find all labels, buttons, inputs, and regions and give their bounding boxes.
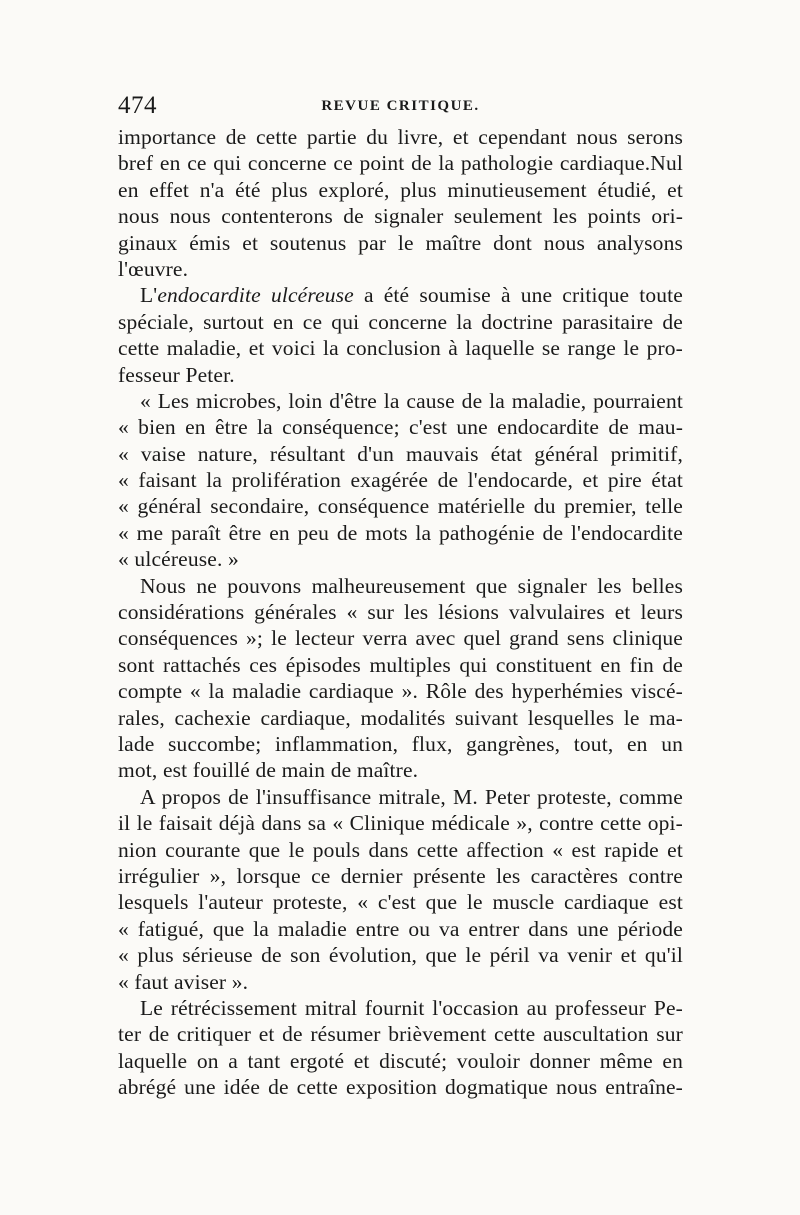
quote-line: « Les microbes, loin d'être la cause de la maladie, pourraient bbox=[140, 388, 683, 413]
quote-line: « général secondaire, conséquence matérielle du premier, telle bbox=[118, 494, 683, 519]
quote-line: « ulcéreuse. » bbox=[118, 547, 239, 572]
text-line: abrégé une idée de cette exposition dogmatique nous entraîne- bbox=[118, 1075, 683, 1100]
paragraph-start-lesions: Nous ne pouvons malheureusement que signaler les belles bbox=[140, 573, 683, 598]
text-line: bref en ce qui concerne ce point de la pathologie cardiaque.Nul bbox=[118, 151, 683, 176]
text-line: lesquels l'auteur proteste, « c'est que le muscle cardiaque est bbox=[118, 890, 683, 915]
quote-line: « vaise nature, résultant d'un mauvais état général primitif, bbox=[118, 441, 683, 466]
text-line: nous nous contenterons de signaler seulement les points ori- bbox=[118, 204, 683, 229]
text-line: fesseur Peter. bbox=[118, 362, 235, 387]
paragraph-start-insuffisance: A propos de l'insuffisance mitrale, M. Peter proteste, comme bbox=[140, 784, 683, 809]
text-line: ter de critiquer et de résumer brièvement cette auscultation sur bbox=[118, 1022, 683, 1047]
paragraph-start-endocardite: L'endocardite ulcéreuse a été soumise à une critique toute bbox=[140, 283, 683, 308]
text-line: cette maladie, et voici la conclusion à laquelle se range le pro- bbox=[118, 336, 683, 361]
page-number: 474 bbox=[118, 92, 157, 119]
quote-line: « bien en être la conséquence; c'est une endocardite de mau- bbox=[118, 415, 683, 440]
text-line: conséquences »; le lecteur verra avec quel grand sens clinique bbox=[118, 626, 683, 651]
text-line: ginaux émis et soutenus par le maître dont nous analysons bbox=[118, 230, 683, 255]
quote-line: « me paraît être en peu de mots la pathogénie de l'endocardite bbox=[118, 520, 683, 545]
text-line: irrégulier », lorsque ce dernier présente les caractères contre bbox=[118, 863, 683, 888]
text-line: en effet n'a été plus exploré, plus minutieusement étudié, et bbox=[118, 177, 683, 202]
text-line: compte « la maladie cardiaque ». Rôle des hyperhémies viscé- bbox=[118, 679, 683, 704]
quote-line: « fatigué, que la maladie entre ou va entrer dans une période bbox=[118, 916, 683, 941]
text-line: l'œuvre. bbox=[118, 256, 189, 281]
text-line: il le faisait déjà dans sa « Clinique médicale », contre cette opi- bbox=[118, 811, 683, 836]
text-line: sont rattachés ces épisodes multiples qui constituent en fin de bbox=[118, 652, 683, 677]
text-line: considérations générales « sur les lésions valvulaires et leurs bbox=[118, 600, 683, 625]
text-line: rales, cachexie cardiaque, modalités suivant lesquelles le ma- bbox=[118, 705, 683, 730]
text-line: lade succombe; inflammation, flux, gangrènes, tout, en un bbox=[118, 731, 683, 756]
text-line: mot, est fouillé de main de maître. bbox=[118, 758, 419, 783]
body-text bbox=[118, 124, 683, 1100]
text-line: spéciale, surtout en ce qui concerne la doctrine parasitaire de bbox=[118, 309, 683, 334]
page-header bbox=[118, 92, 683, 122]
running-title: REVUE CRITIQUE. bbox=[321, 98, 480, 114]
paragraph-start-retrecissement: Le rétrécissement mitral fournit l'occasion au professeur Pe- bbox=[140, 995, 683, 1020]
quote-line: « plus sérieuse de son évolution, que le péril va venir et qu'il bbox=[118, 943, 683, 968]
text-line: laquelle on a tant ergoté et discuté; vouloir donner même en bbox=[118, 1048, 683, 1073]
quote-line: « faut aviser ». bbox=[118, 969, 249, 994]
quote-line: « faisant la prolifération exagérée de l'endocarde, et pire état bbox=[118, 468, 683, 493]
text-line: importance de cette partie du livre, et cependant nous serons bbox=[118, 125, 683, 149]
text-line: nion courante que le pouls dans cette affection « est rapide et bbox=[118, 837, 683, 862]
